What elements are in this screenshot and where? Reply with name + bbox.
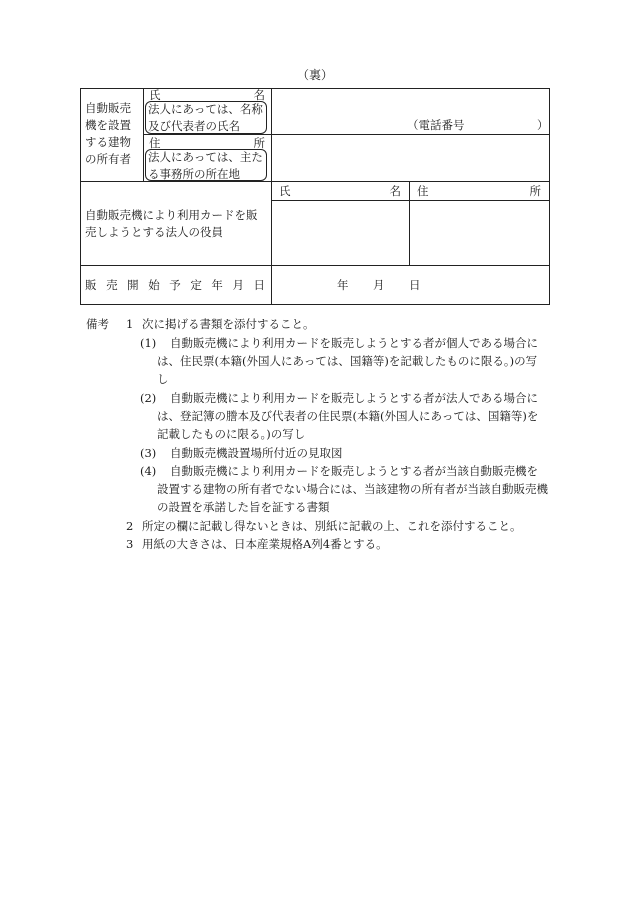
col-divider bbox=[409, 181, 410, 265]
row-divider bbox=[271, 200, 549, 201]
owner-label bbox=[85, 100, 141, 168]
address-bracket-text: 法人にあっては、主た る事務所の所在地 bbox=[148, 150, 263, 181]
notes bbox=[86, 315, 566, 553]
note-item-3: 3 用紙の大きさは、日本産業規格A列4番とする。 bbox=[126, 536, 388, 551]
name-head-right: 名 bbox=[253, 88, 265, 102]
owner-label-line: する建物 bbox=[85, 135, 131, 149]
phone-label: （電話番号 bbox=[407, 118, 465, 132]
col-divider bbox=[143, 89, 144, 181]
form-table bbox=[80, 88, 550, 305]
page-title: （裏） bbox=[296, 68, 333, 82]
row-divider bbox=[81, 265, 549, 266]
note-item-2: 2 所定の欄に記載し得ないときは、別紙に記載の上、これを添付すること。 bbox=[126, 518, 522, 533]
owner-label-line: の所有者 bbox=[85, 152, 131, 166]
officer-address-head: 住 所 bbox=[417, 184, 541, 198]
owner-label-line: 自動販売 bbox=[85, 101, 131, 115]
owner-label-line: 機を設置 bbox=[85, 118, 131, 132]
name-head-left: 氏 bbox=[149, 88, 161, 102]
address-head-left: 住 bbox=[149, 136, 161, 150]
subitem-3: (3) 自動販売機設置場所付近の見取図 bbox=[140, 445, 343, 460]
note-item-1 bbox=[86, 315, 566, 334]
subitem-4: (4) 自動販売機により利用カードを販売しようとする者が当該自動販売機を 設置する建物の所有者でない場合には、当該建物の所有者が当該自動販売機 の設置を承諾した旨を証する書類 bbox=[140, 463, 548, 514]
start-date-year: 年 bbox=[337, 278, 349, 292]
note-text: 次に掲げる書類を添付すること。 bbox=[142, 317, 315, 331]
start-date-label: 販 売 開 始 予 定 年 月 日 bbox=[85, 278, 265, 292]
name-bracket-text: 法人にあっては、名称 及び代表者の氏名 bbox=[148, 102, 263, 133]
notes-heading: 備考 bbox=[86, 317, 109, 331]
col-divider bbox=[271, 89, 272, 304]
officer-name-head: 氏 名 bbox=[279, 184, 401, 198]
note-num: 1 bbox=[126, 317, 134, 331]
start-date-day: 日 bbox=[409, 278, 421, 292]
address-head-right: 所 bbox=[253, 136, 265, 150]
start-date-month: 月 bbox=[373, 278, 385, 292]
subitem-1: (1) 自動販売機により利用カードを販売しようとする者が個人である場合に は、住民票(本籍(外国人にあっては、国籍等)を記載したものに限る。)の写 し bbox=[140, 335, 538, 386]
subitem-2: (2) 自動販売機により利用カードを販売しようとする者が法人である場合に は、登記簿の謄本及び代表者の住民票(本籍(外国人にあっては、国籍等)を 記載したものに限る。)の写し bbox=[140, 390, 539, 441]
phone-close: ） bbox=[537, 118, 549, 132]
officer-label: 自動販売機により利用カードを販 売しようとする法人の役員 bbox=[85, 208, 258, 239]
